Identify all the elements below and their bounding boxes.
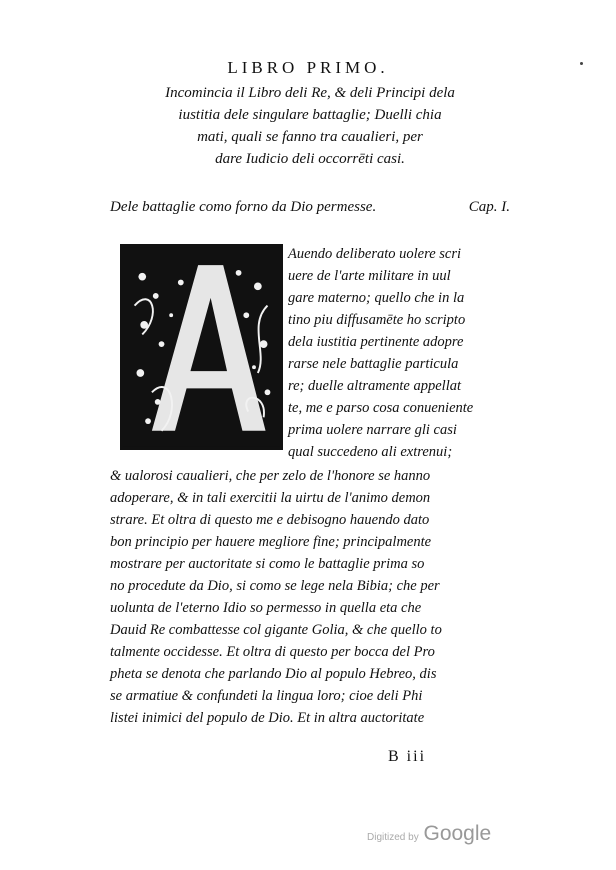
text-line: uere de l'arte militare in uul — [288, 268, 451, 284]
text-line: qual succedeno ali extrenui; — [288, 444, 453, 460]
text-line: talmente occidesse. Et oltra di questo per bocca del Pro — [110, 644, 435, 660]
text-line: te, me e parso cosa conueniente — [288, 400, 474, 416]
text-line: listei inimici del populo de Dio. Et in altra auctoritate — [110, 710, 425, 726]
text-line: tino piu diffusamēte ho scripto — [288, 312, 466, 328]
text-line: rarse nele battaglie particula — [288, 356, 459, 372]
title-line: iustitia dele singulare battaglie; Duelli chia — [178, 107, 442, 123]
text-line: adoperare, & in tali exercitii la uirtu de l'animo demon — [110, 490, 431, 506]
book-title — [110, 82, 510, 170]
signature-mark: B iii — [388, 748, 427, 765]
watermark-brand: Google — [423, 822, 492, 845]
chapter-title: Dele battaglie como forno da Dio permesse. — [110, 199, 377, 215]
text-line: dela iustitia pertinente adopre — [288, 334, 464, 350]
text-line: gare materno; quello che in la — [288, 290, 465, 306]
digitized-by-watermark — [367, 822, 491, 846]
text-line: re; duelle altramente appellat — [288, 378, 462, 394]
watermark-prefix: Digitized by — [367, 832, 419, 843]
text-line: bon principio per hauere megliore fine; principalmente — [110, 534, 432, 550]
decorated-initial — [120, 244, 283, 450]
text-line: strare. Et oltra di questo me e debisogno hauendo dato — [110, 512, 430, 528]
chapter-heading — [110, 199, 510, 223]
text-line: Auendo deliberato uolere scri — [288, 246, 462, 262]
text-line: no procedute da Dio, si como se lege nela Bibia; che per — [110, 578, 440, 594]
text-line: se armatiue & confundeti la lingua loro; cioe deli Phi — [110, 688, 423, 704]
text-line: uolunta de l'eterno Idio so permesso in quella eta che — [110, 600, 422, 616]
text-line: mostrare per auctoritate si como le battaglie prima so — [110, 556, 425, 572]
text-line: prima uolere narrare gli casi — [288, 422, 457, 438]
text-line: & ualorosi caualieri, che per zelo de l'honore se hanno — [110, 468, 431, 484]
ornate-initial-a-icon — [123, 247, 280, 447]
title-line: Incomincia il Libro deli Re, & deli Principi dela — [165, 85, 455, 101]
title-line: mati, quali se fanno tra caualieri, per — [197, 129, 423, 145]
text-line: Dauid Re combattesse col gigante Golia, & che quello to — [110, 622, 442, 638]
title-line: dare Iudicio deli occorrēti casi. — [215, 151, 405, 167]
chapter-number: Cap. I. — [468, 199, 510, 215]
running-head: LIBRO PRIMO. — [227, 58, 389, 77]
text-line: pheta se denota che parlando Dio al populo Hebreo, dis — [110, 666, 437, 682]
